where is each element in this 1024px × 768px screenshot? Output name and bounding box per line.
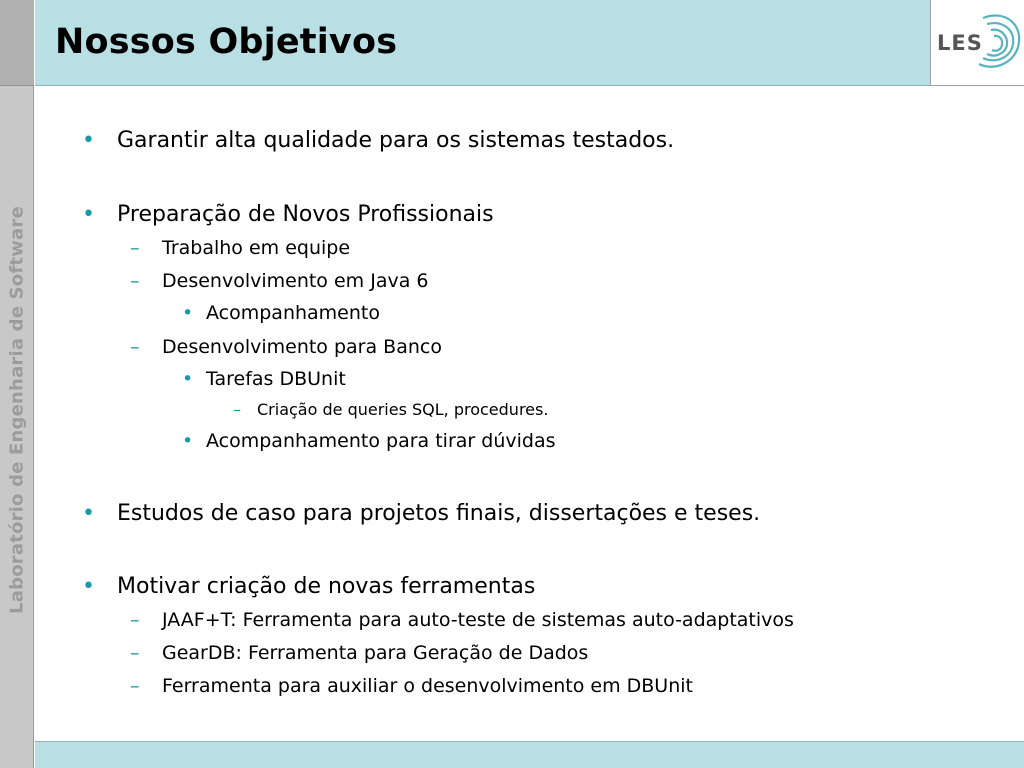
- logo: [930, 0, 1024, 86]
- slide-title: Nossos Objetivos: [55, 22, 398, 62]
- dash-icon: –: [130, 609, 140, 631]
- dash-icon: –: [130, 270, 140, 292]
- bullet-icon: •: [182, 430, 194, 452]
- list-item: Desenvolvimento em Java 6: [162, 270, 429, 292]
- list-item: JAAF+T: Ferramenta para auto-teste de sistemas auto-adaptativos: [162, 609, 794, 631]
- left-sidebar: [0, 0, 34, 768]
- list-item: Motivar criação de novas ferramentas: [117, 574, 536, 599]
- slide-content: [35, 86, 1024, 741]
- bullet-icon: •: [182, 302, 194, 324]
- list-item: Criação de queries SQL, procedures.: [257, 400, 549, 419]
- list-item: Ferramenta para auxiliar o desenvolvimento em DBUnit: [162, 675, 693, 697]
- sidebar-vertical-label: Laboratório de Engenharia de Software: [6, 206, 28, 614]
- list-item: Garantir alta qualidade para os sistemas testados.: [117, 128, 675, 153]
- bottom-band: [35, 741, 1024, 768]
- dash-icon: –: [233, 400, 241, 419]
- dash-icon: –: [130, 237, 140, 259]
- dash-icon: –: [130, 336, 140, 358]
- bullet-icon: •: [182, 368, 194, 390]
- title-band: [35, 0, 930, 86]
- bullet-icon: •: [82, 128, 95, 153]
- list-item: Trabalho em equipe: [162, 237, 351, 259]
- bullet-icon: •: [82, 574, 95, 599]
- list-item: Acompanhamento para tirar dúvidas: [206, 430, 556, 452]
- list-item: Preparação de Novos Profissionais: [117, 202, 494, 227]
- logo-text: LES: [937, 31, 983, 55]
- bullet-icon: •: [82, 501, 95, 526]
- list-item: Desenvolvimento para Banco: [162, 336, 442, 358]
- list-item: Acompanhamento: [206, 302, 380, 324]
- list-item: Tarefas DBUnit: [206, 368, 346, 390]
- list-item: GearDB: Ferramenta para Geração de Dados: [162, 642, 589, 664]
- dash-icon: –: [130, 675, 140, 697]
- bullet-icon: •: [82, 202, 95, 227]
- list-item: Estudos de caso para projetos finais, dissertações e teses.: [117, 501, 761, 526]
- dash-icon: –: [130, 642, 140, 664]
- les-swirl-logo-icon: [931, 0, 1024, 86]
- sidebar-header-block: [0, 0, 34, 86]
